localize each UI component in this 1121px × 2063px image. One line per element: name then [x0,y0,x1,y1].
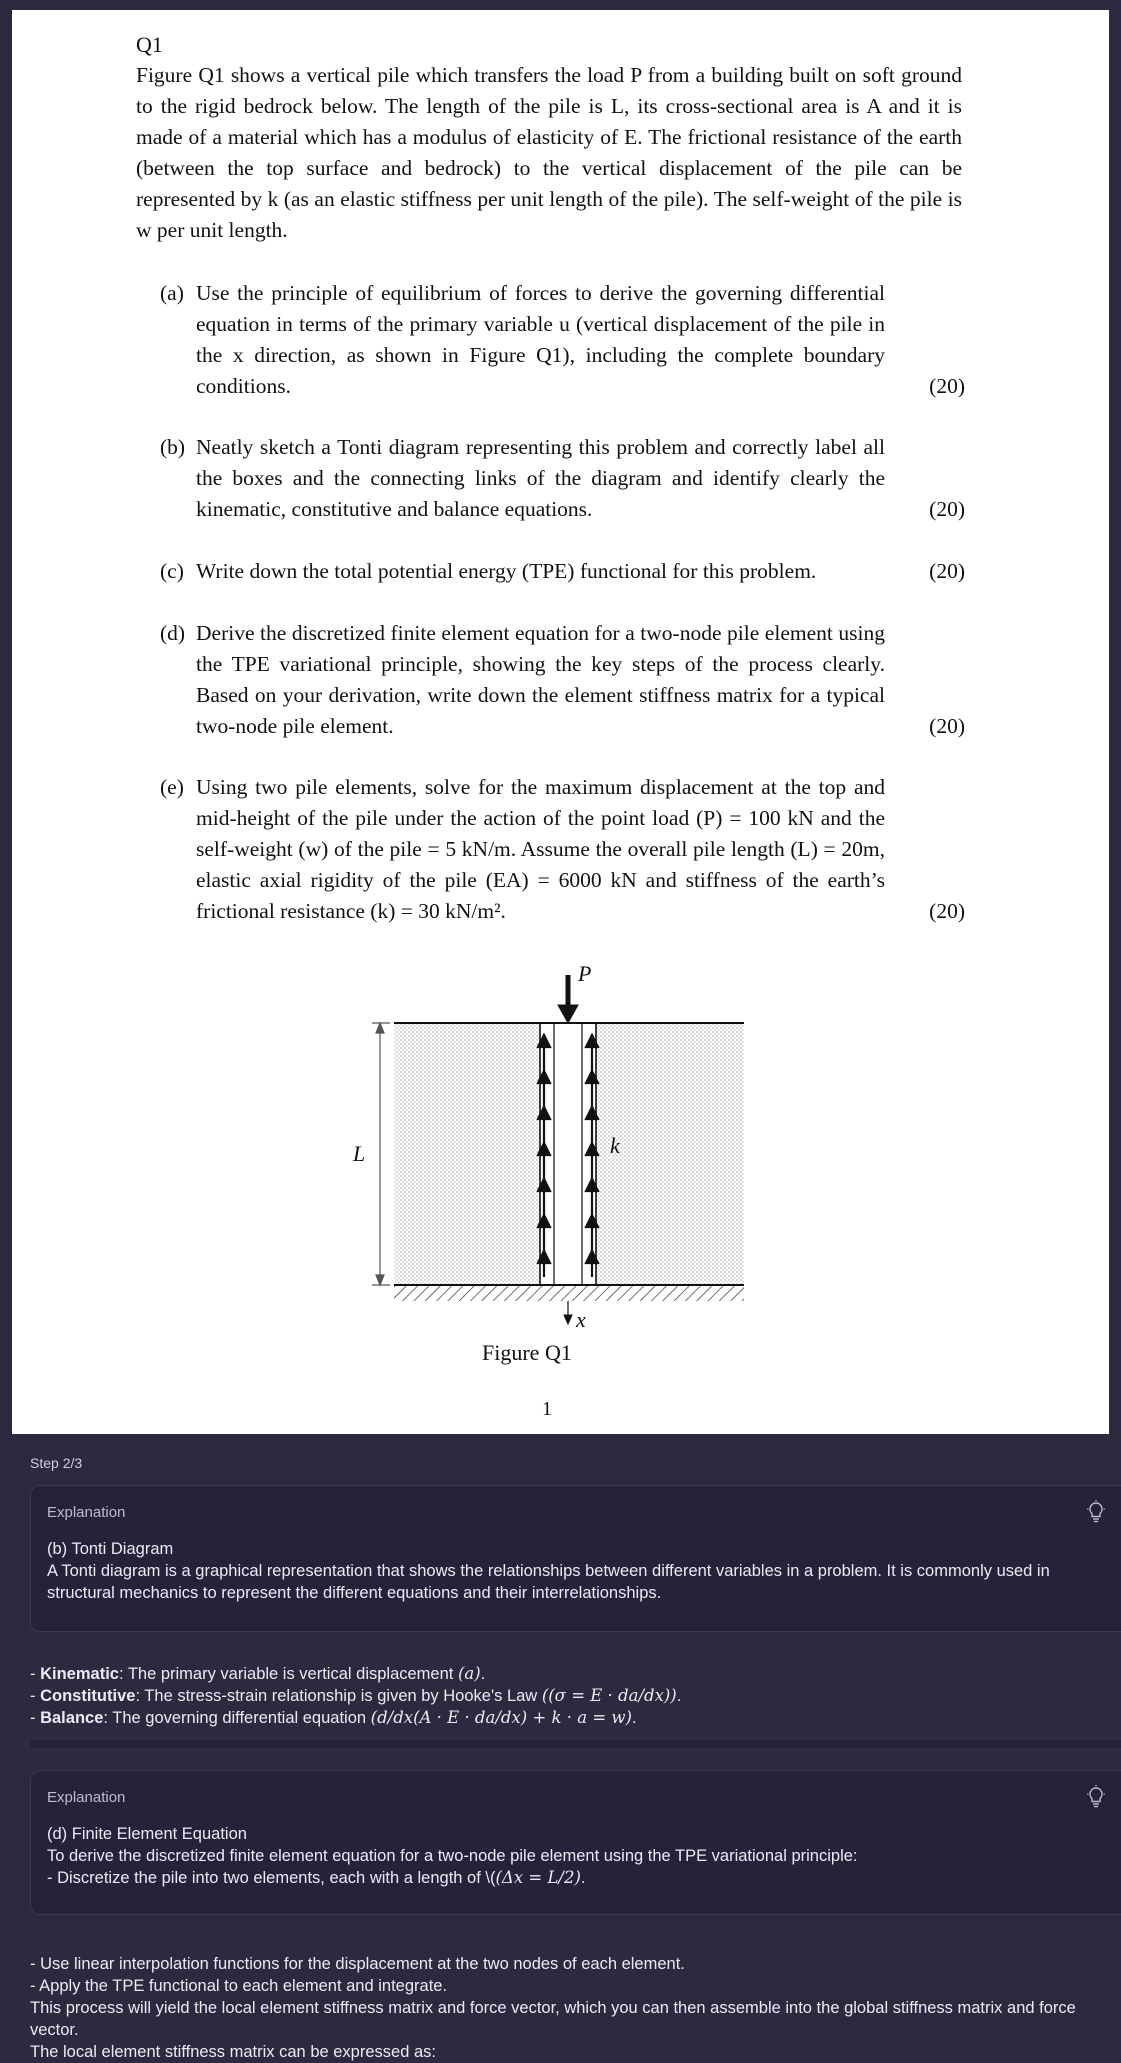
explanation-card-fe [30,1770,1121,1915]
part-text: Derive the discretized finite element equation for a two-node pile element using the TPE variational principle, showing the key steps of the process clearly. Based on your derivation, write down the element stiffness matrix for a typical two-node pile element. [196,621,885,738]
part-marks: (20) [929,899,965,923]
explanation-title: (d) Finite Element Equation [47,1825,247,1843]
content-cut-edge [30,1740,1121,1748]
explanation-body [47,1538,1107,1604]
explanation-text: To derive the discretized finite element equation for a two-node pile element using the TPE variational principle: [47,1847,858,1865]
part-label: (e) [160,775,184,799]
text-line: The local element stiffness matrix can be expressed as: [30,2043,436,2061]
text-line: This process will yield the local element stiffness matrix and force vector, which you can then assemble into the global stiffness matrix and force vector. [30,1999,1076,2039]
math-expression: (Δx = L/2) [495,1868,581,1887]
part-text: Neatly sketch a Tonti diagram representing this problem and correctly label all the boxes and the connecting links of the diagram and identify clearly the kinematic, constitutive and balance equations. [196,435,885,521]
stiffness-label-k: k [610,1133,620,1158]
text-line: - Use linear interpolation functions for the displacement at the two nodes of each element. [30,1955,685,1973]
math-expression: ((σ = E · da/dx)) [541,1686,677,1705]
bullet-term: Kinematic [40,1665,119,1683]
part-e [160,772,965,927]
explanation-text: - Discretize the pile into two elements, each with a length of \((Δx = L/2). [47,1868,586,1887]
top-bar [0,0,1121,10]
part-label: (c) [160,559,184,583]
part-label: (b) [160,435,186,459]
explanation-body [47,1823,1107,1889]
math-expression: (a) [457,1664,481,1683]
step-label: Step 2/3 [30,1455,83,1471]
part-label: (d) [160,621,186,645]
figure-caption: Figure Q1 [482,1340,572,1365]
explanation-text: A Tonti diagram is a graphical representation that shows the relationships between different variables in a problem. It is commonly used in structural mechanics to represent the different equations and their interrelationships. [47,1562,1050,1602]
length-dimension-line [372,1023,390,1285]
tonti-bullet-list [30,1663,1115,1729]
lightbulb-icon[interactable] [1085,1785,1107,1809]
part-marks: (20) [929,559,965,583]
bullet-term: Balance [40,1709,104,1727]
load-arrow-p [558,975,578,1023]
explanation-header: Explanation [47,1504,126,1521]
lightbulb-icon[interactable] [1085,1500,1107,1524]
explanation-card-tonti [30,1485,1121,1632]
question-title: Q1 [136,32,163,57]
explanation-title: (b) Tonti Diagram [47,1540,174,1558]
bullet-kinematic: - Kinematic: The primary variable is vertical displacement (a). [30,1664,486,1683]
part-text: Use the principle of equilibrium of forces to derive the governing differential equation in terms of the primary variable u (vertical displacement of the pile in the x direction, as shown in Figure Q1), including the complete boundary conditions. [196,281,885,398]
bedrock-hatch [394,1285,744,1301]
figure-q1-pile-diagram [352,955,782,1335]
part-c [160,556,965,587]
question-document [12,10,1109,1434]
part-a [160,278,965,402]
part-marks: (20) [929,714,965,738]
text-line: - Apply the TPE functional to each element and integrate. [30,1977,448,1995]
bullet-constitutive: - Constitutive: The stress-strain relationship is given by Hooke's Law ((σ = E · da/dx)). [30,1686,682,1705]
part-label: (a) [160,281,184,305]
part-d [160,618,965,742]
part-marks: (20) [929,374,965,398]
part-b [160,432,965,525]
load-label-p: P [578,961,592,986]
part-text: Write down the total potential energy (TPE) functional for this problem. [196,559,817,583]
part-text: Using two pile elements, solve for the maximum displacement at the top and mid-height of the pile under the action of the point load (P) = 100 kN and the self-weight (w) of the pile = 5 kN/m. Assume the overall pile length (L) = 20m, elastic axial rigidity of the pile (EA) = 6000 kN and stiffness of the earth’s frictional resistance (k) = 30 kN/m². [196,775,885,923]
x-axis-arrow [564,1301,572,1324]
explanation-header: Explanation [47,1789,126,1806]
question-intro: Figure Q1 shows a vertical pile which transfers the load P from a building built on soft ground to the rigid bedrock below. The length of the pile is L, its cross-sectional area is A and it is made of a material which has a modulus of elasticity of E. The frictional resistance of the earth (between the top surface and bedrock) to the vertical displacement of the pile can be represented by k (as an elastic stiffness per unit length of the pile). The self-weight of the pile is w per unit length. [136,63,962,242]
page-number: 1 [542,1398,552,1420]
fe-steps-text [30,1953,1115,2063]
part-marks: (20) [929,497,965,521]
x-axis-label: x [576,1307,586,1332]
bullet-balance: - Balance: The governing differential equation (d/dx(A · E · da/dx) + k · a = w). [30,1708,637,1727]
bullet-term: Constitutive [40,1687,136,1705]
length-label-l: L [353,1141,366,1166]
math-expression: (d/dx(A · E · da/dx) + k · a = w) [370,1708,632,1727]
